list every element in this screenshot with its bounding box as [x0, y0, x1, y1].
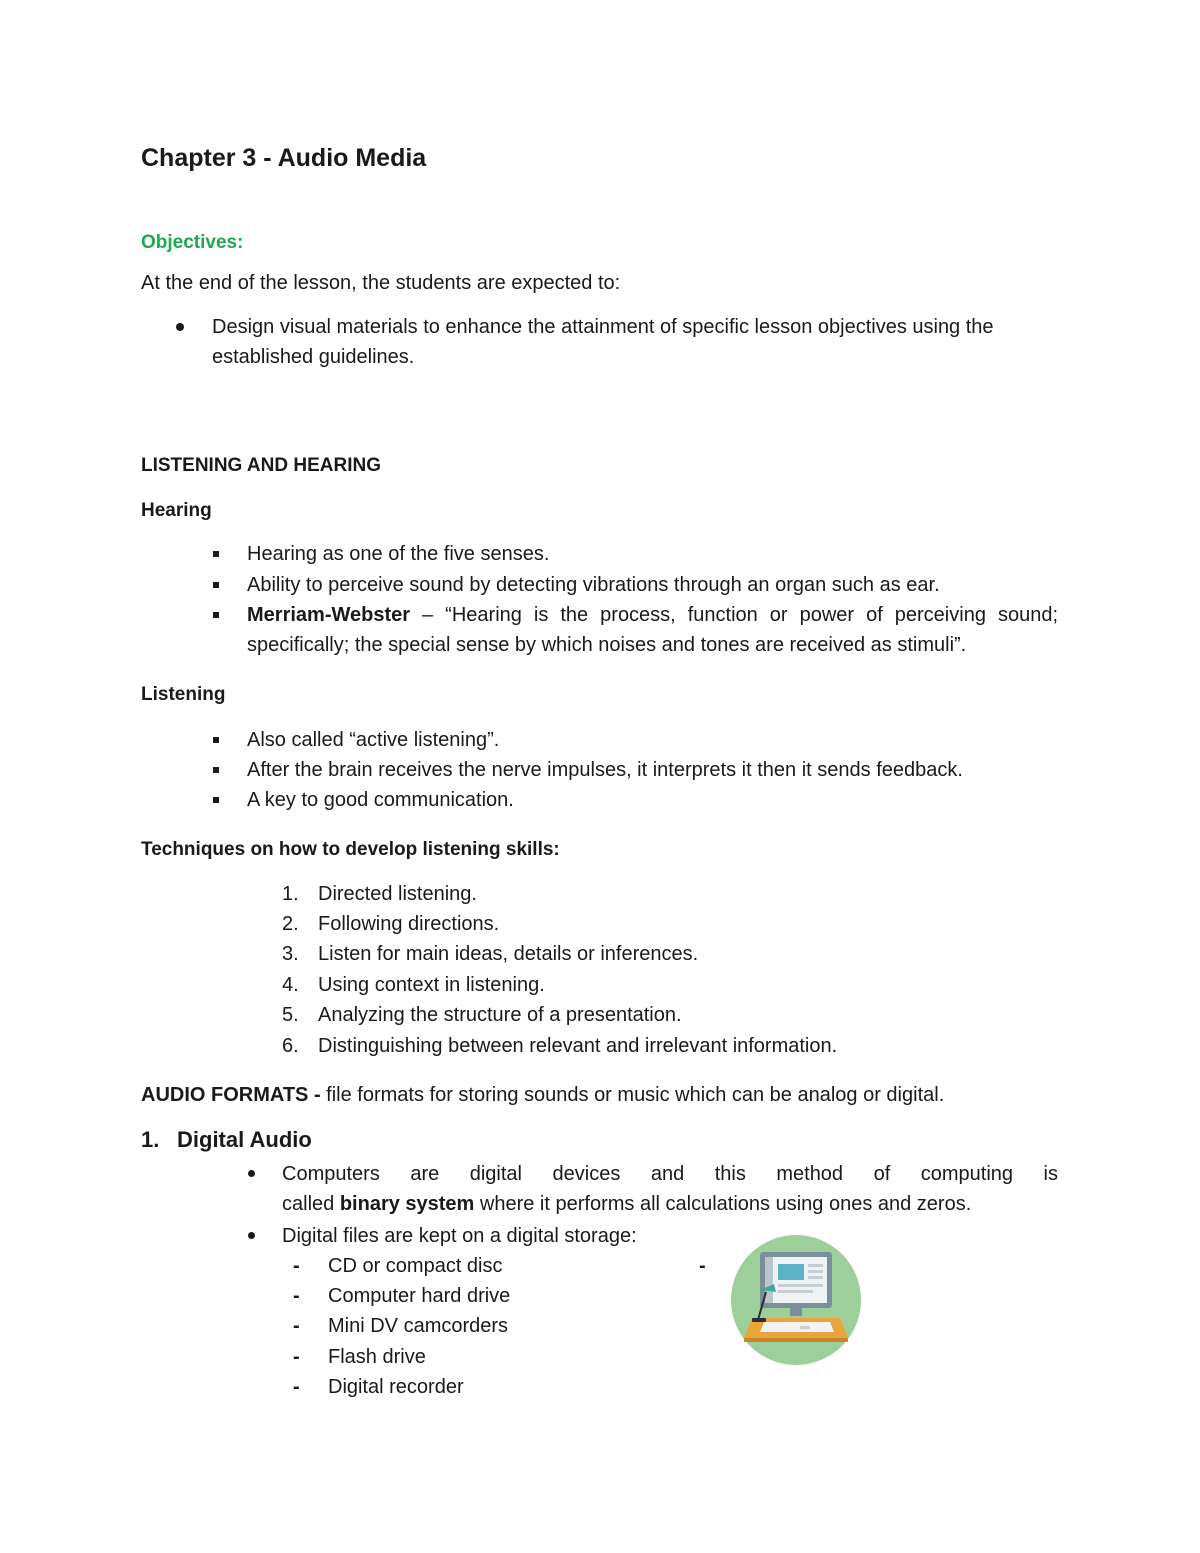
dash-marker: - — [699, 1255, 706, 1277]
hearing-heading: Hearing — [141, 500, 212, 521]
quote-text: – “Hearing is the process, function or power of perceiving sound; — [422, 604, 1058, 626]
square-bullet-icon — [213, 612, 219, 618]
listening-item: Also called “active listening”. — [247, 729, 500, 751]
listening-item: After the brain receives the nerve impulses, it interprets it then it sends feedback. — [247, 759, 963, 781]
digital-audio-bullet2: Digital files are kept on a digital storage: — [282, 1225, 637, 1247]
bullet1-pre: called — [282, 1193, 335, 1215]
hearing-item: Hearing as one of the five senses. — [247, 543, 550, 565]
techniques-heading: Techniques on how to develop listening skills: — [141, 839, 560, 860]
section-heading-listening-hearing: LISTENING AND HEARING — [141, 455, 381, 476]
listening-heading: Listening — [141, 684, 226, 705]
square-bullet-icon — [213, 582, 219, 588]
bullet-icon — [176, 323, 184, 331]
storage-item: Mini DV camcorders — [328, 1315, 509, 1337]
hearing-item: Ability to perceive sound by detecting vibrations through an organ such as ear. — [247, 574, 940, 596]
technique-item: Using context in listening. — [318, 974, 545, 996]
technique-item: Listen for main ideas, details or inferences. — [318, 943, 699, 965]
list-number: 2. — [282, 913, 299, 935]
storage-item: Digital recorder — [328, 1376, 464, 1398]
technique-item: Following directions. — [318, 913, 500, 935]
digital-audio-number: 1. — [141, 1127, 160, 1152]
list-number: 1. — [282, 883, 299, 905]
quote-source: Merriam-Webster — [247, 604, 411, 626]
square-bullet-icon — [213, 737, 219, 743]
objective-item-line1: Design visual materials to enhance the attainment of specific lesson objectives using the — [212, 316, 994, 338]
technique-item: Distinguishing between relevant and irrelevant information. — [318, 1035, 838, 1057]
list-number: 5. — [282, 1004, 299, 1026]
square-bullet-icon — [213, 767, 219, 773]
storage-item: CD or compact disc — [328, 1255, 503, 1277]
bullet-icon — [248, 1170, 255, 1177]
listening-item: A key to good communication. — [247, 789, 514, 811]
square-bullet-icon — [213, 551, 219, 557]
objective-item-line2: established guidelines. — [212, 346, 415, 368]
dash-marker: - — [293, 1376, 300, 1398]
storage-item: Computer hard drive — [328, 1285, 511, 1307]
digital-audio-bullet1-line1: Computers are digital devices and this method of computing is — [282, 1163, 1058, 1185]
objectives-heading: Objectives: — [141, 232, 244, 253]
audio-formats-label: AUDIO FORMATS - — [141, 1084, 321, 1106]
audio-formats-text: file formats for storing sounds or music which can be analog or digital. — [326, 1084, 945, 1106]
technique-item: Directed listening. — [318, 883, 477, 905]
digital-audio-bullet1-line2 — [282, 1189, 971, 1219]
hearing-quote-line1 — [247, 600, 1058, 630]
list-number: 3. — [282, 943, 299, 965]
page-title: Chapter 3 - Audio Media — [141, 144, 427, 172]
bullet1-post: where it performs all calculations using ones and zeros. — [479, 1193, 972, 1215]
hearing-quote-line2: specifically; the special sense by which noises and tones are received as stimuli”. — [247, 634, 967, 656]
digital-audio-heading: Digital Audio — [177, 1127, 312, 1152]
dash-marker: - — [293, 1255, 300, 1277]
list-number: 6. — [282, 1035, 299, 1057]
storage-item: Flash drive — [328, 1346, 426, 1368]
technique-item: Analyzing the structure of a presentation. — [318, 1004, 682, 1026]
computer-desk-icon — [730, 1234, 862, 1366]
square-bullet-icon — [213, 797, 219, 803]
dash-marker: - — [293, 1315, 300, 1337]
audio-formats-line — [141, 1080, 944, 1110]
list-number: 4. — [282, 974, 299, 996]
objectives-intro: At the end of the lesson, the students are expected to: — [141, 272, 621, 294]
binary-system-term: binary system — [339, 1193, 475, 1215]
dash-marker: - — [293, 1346, 300, 1368]
bullet-icon — [248, 1232, 255, 1239]
dash-marker: - — [293, 1285, 300, 1307]
